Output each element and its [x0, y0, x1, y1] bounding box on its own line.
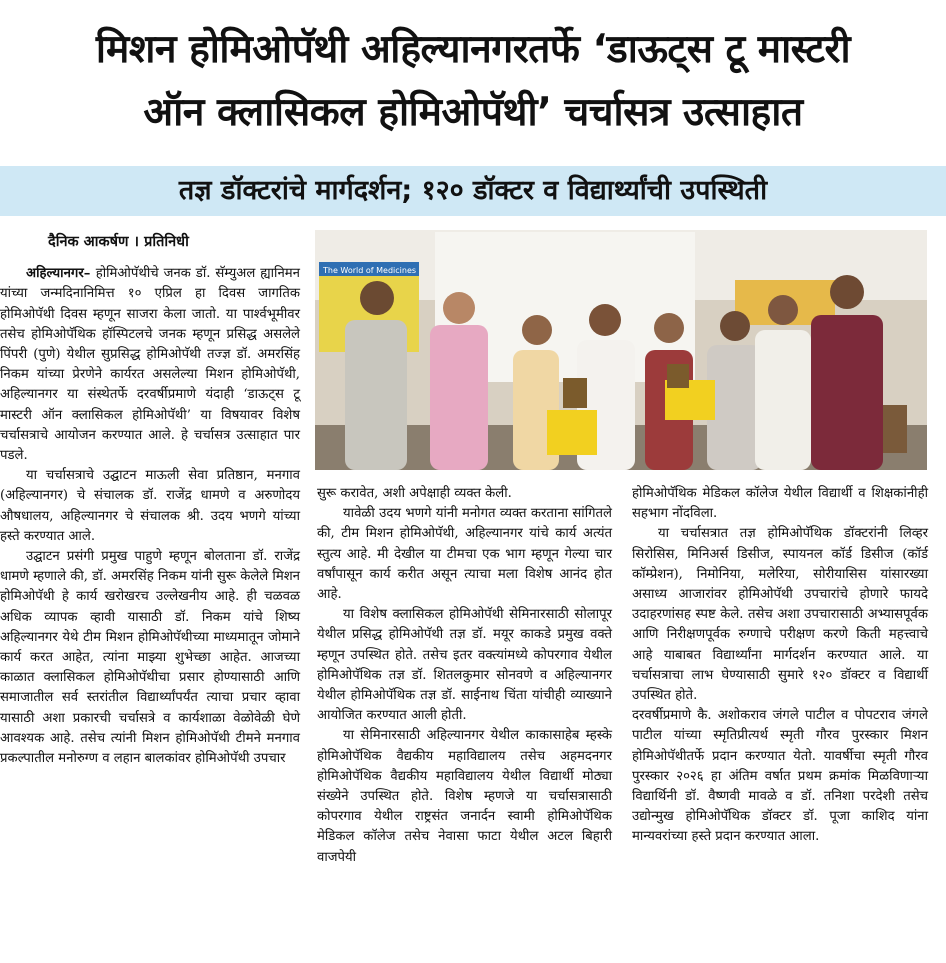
dateline-place: अहिल्यानगर– [26, 266, 96, 282]
paragraph: उद्घाटन प्रसंगी प्रमुख पाहुणे म्हणून बोलताना डॉ. राजेंद्र धामणे म्हणाले की, डॉ. अमरसिंह निकम यांनी सुरू केलेले मिशन होमिओपॅथी हे कार्य खरोखरच उल्लेखनीय आहे. ही चळवळ अधिक व्यापक व्हावी यासाठी डॉ. निकम यांचे शिष्य अहिल्यानगर येथे टीम मिशन होमिओपॅथीच्या माध्यमातून जोमाने कार्य करत आहेत, त्यांना माझ्या शुभेच्छा आहेत. आजच्या काळात क्लासिकल होमिओपॅथीचा प्रसार होण्यासाठी आणि समाजातील सर्व स्तरांतील विद्यार्थ्यांपर्यंत त्याचा प्रचार व्हावा यासाठी अशा प्रकारची चर्चासत्रे व कार्यशाळा वेळोवेळी घेणे आवश्यक आहे. तसेच त्यांनी मिशन होमिओपॅथी टीमने मनगाव प्रकल्पातील मनोरुग्ण व लहान बालकांवर होमिओपॅथी उपचार [0, 549, 300, 767]
paragraph: दरवर्षीप्रमाणे कै. अशोकराव जंगले पाटील व पोपटराव जंगले पाटील यांच्या स्मृतिप्रीत्यर्थ स्मृती गौरव पुरस्कार मिशन होमिओपॅथीतर्फे प्रदान करण्यात येतो. यावर्षीचा स्मृती गौरव पुरस्कार २०२६ हा अंतिम वर्षात प्रथम क्रमांक मिळविणाऱ्या विद्यार्थिनी डॉ. वैष्णवी मावळे व डॉ. तनिशा परदेशी तसेच उद्योन्मुख होमिओपॅथिक डॉक्टर डॉ. पूजा काशिद यांना मान्यवरांच्या हस्ते प्रदान करण्यात आला. [632, 708, 928, 845]
paragraph: होमिओपॅथिक मेडिकल कॉलेज येथील विद्यार्थी व शिक्षकांनीही सहभाग नोंदविला. [632, 486, 928, 522]
article-headline [0, 18, 946, 144]
paragraph: या चर्चासत्रात तज्ञ होमिओपॅथिक डॉक्टरांनी लिव्हर सिरोसिस, मिनिअर्स डिसीज, स्पायनल कॉर्ड डिसीज (कॉर्ड कॉम्प्रेशन), निमोनिया, मलेरिया, सोरीयासिस यांसारख्या असाध्य आजारांवर होमिओपॅथी उपचारांचे होणारे फायदे उदाहरणांसह स्पष्ट केले. तसेच अशा उपचारासाठी अभ्यासपूर्वक आणि निरीक्षणपूर्वक रुग्णाचे परीक्षण करणे किती महत्त्वाचे आहे याबाबत विद्यार्थ्यांना मार्गदर्शन करण्यात आले. या चर्चासत्राचा लाभ घेण्यासाठी सुमारे १२० डॉक्टर व विद्यार्थी उपस्थित होते. [632, 526, 928, 704]
headline-line-1: मिशन होमिओपॅथी अहिल्यानगरतर्फे ‘डाऊट्स टू मास्टरी [95, 27, 851, 72]
article-column-2 [317, 484, 612, 868]
banner-text: The World of Medicines [323, 266, 417, 275]
headline-line-2: ऑन क्लासिकल होमिओपॅथी’ चर्चासत्र उत्साहात [143, 90, 803, 135]
event-photo [315, 230, 927, 470]
subheadline: तज्ञ डॉक्टरांचे मार्गदर्शन; १२० डॉक्टर व विद्यार्थ्यांची उपस्थिती [178, 175, 768, 206]
article-column-3 [632, 484, 928, 848]
paragraph: या विशेष क्लासिकल होमिओपॅथी सेमिनारसाठी सोलापूर येथील प्रसिद्ध होमिओपॅथी तज्ञ डॉ. मयूर काकडे प्रमुख वक्ते म्हणून उपस्थित होते. तसेच इतर वक्त्यांमध्ये कोपरगाव येथील होमिओपॅथिक तज्ञ डॉ. शितलकुमार सोनवणे व अहिल्यानगर येथील होमिओपॅथिक तज्ञ डॉ. साईनाथ चिंता यांचीही व्याख्याने आयोजित करण्यात आली होती. [317, 607, 612, 724]
paragraph: या चर्चासत्राचे उद्घाटन माऊली सेवा प्रतिष्ठान, मनगाव (अहिल्यानगर) चे संचालक डॉ. राजेंद्र धामणे व अरुणोदय औषधालय, अहिल्यानगर चे संचालक श्री. उदय भणगे यांच्या हस्ते करण्यात आले. [0, 468, 300, 544]
paragraph: या सेमिनारसाठी अहिल्यानगर येथील काकासाहेब म्हस्के होमिओपॅथिक वैद्यकीय महाविद्यालय तसेच अहमदनगर होमिओपॅथिक वैद्यकीय महाविद्यालय येथील विद्यार्थी मोठ्या संख्येने उपस्थित होते. विशेष म्हणजे या चर्चासत्रासाठी कोपरगाव येथील राष्ट्रसंत जनार्दन स्वामी होमिओपॅथिक मेडिकल कॉलेज तसेच नेवासा फाटा येथील अटल बिहारी वाजपेयी [317, 728, 612, 865]
paragraph: अहिल्यानगर– होमिओपॅथीचे जनक डॉ. सॅम्युअल ह्यानिमन यांच्या जन्मदिनानिमित्त १० एप्रिल हा दिवस जागतिक होमिओपॅथी दिवस म्हणून साजरा केला जातो. या पार्श्वभूमीवर तसेच होमिओपॅथिक हॉस्पिटलचे जनक म्हणून प्रसिद्ध असलेले पिंपरी (पुणे) येथील सुप्रसिद्ध होमिओपॅथी तज्ज्ञ डॉ. अमरसिंह निकम यांच्या प्रेरणेने कार्यरत असलेल्या मिशन होमिओपॅथी, अहिल्यानगर या संस्थेतर्फे दरवर्षीप्रमाणे यंदाही ‘डाऊट्स टू मास्टरी ऑन क्लासिकल होमिओपॅथी’ या विषयावर विशेष चर्चासत्राचे आयोजन करण्यात आले. हे चर्चासत्र उत्साहात पार पडले. [0, 266, 300, 464]
byline: दैनिक आकर्षण । प्रतिनिधी [48, 234, 189, 250]
paragraph: सुरू करावेत, अशी अपेक्षाही व्यक्त केली. [317, 486, 512, 501]
article-column-1 [0, 232, 300, 769]
paragraph: यावेळी उदय भणगे यांनी मनोगत व्यक्त करताना सांगितले की, टीम मिशन होमिओपॅथी, अहिल्यानगर यांचे कार्य अत्यंत स्तुत्य आहे. मी देखील या टीमचा एक भाग म्हणून गेल्या चार वर्षांपासून कार्य करीत असून त्याचा मला विशेष आनंद होत आहे. [317, 506, 612, 603]
